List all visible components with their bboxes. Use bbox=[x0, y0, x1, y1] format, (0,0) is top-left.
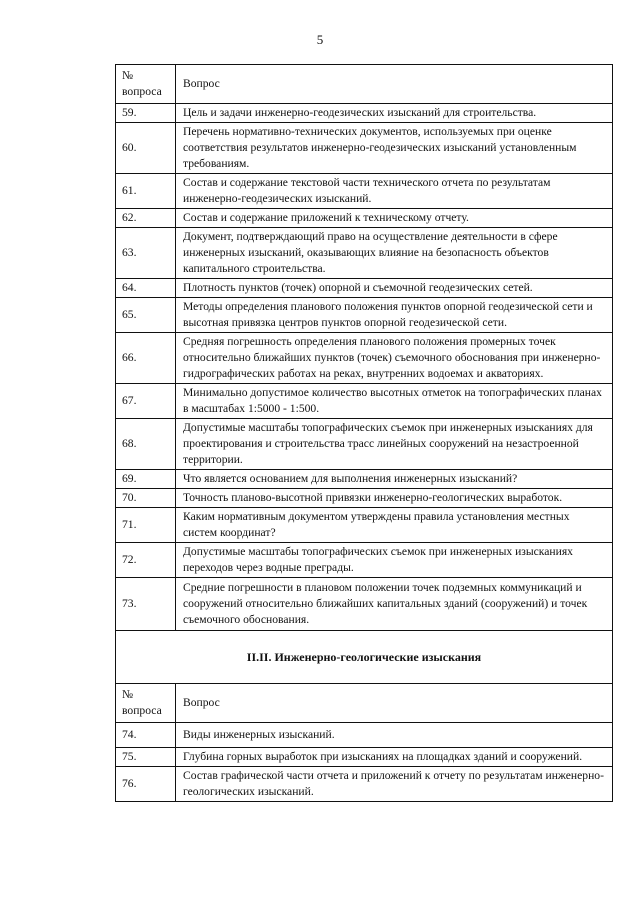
row-text: Методы определения планового положения пунктов опорной геодезической сети и высотная привязка центров пунктов опорной геодезической сети. bbox=[176, 298, 613, 333]
table-row bbox=[116, 123, 613, 174]
table-row bbox=[116, 470, 613, 489]
header-num: № вопроса bbox=[116, 684, 176, 723]
table-row bbox=[116, 578, 613, 631]
row-num: 66. bbox=[116, 333, 176, 384]
row-text: Состав и содержание приложений к техническому отчету. bbox=[176, 209, 613, 228]
row-text: Глубина горных выработок при изысканиях на площадках зданий и сооружений. bbox=[176, 748, 613, 767]
header-question: Вопрос bbox=[176, 684, 613, 723]
row-text: Документ, подтверждающий право на осуществление деятельности в сфере инженерных изысканий, оказывающих влияние на безопасность объектов капитального строительства. bbox=[176, 228, 613, 279]
table-row bbox=[116, 748, 613, 767]
table-row bbox=[116, 723, 613, 748]
row-num: 65. bbox=[116, 298, 176, 333]
questions-table bbox=[115, 64, 613, 802]
table-row bbox=[116, 333, 613, 384]
table-header-row bbox=[116, 684, 613, 723]
row-num: 59. bbox=[116, 104, 176, 123]
row-num: 63. bbox=[116, 228, 176, 279]
row-num: 67. bbox=[116, 384, 176, 419]
table-row bbox=[116, 279, 613, 298]
row-text: Средние погрешности в плановом положении точек подземных коммуникаций и сооружений относительно ближайших капитальных зданий (сооружений) и точек съемочного обоснования. bbox=[176, 578, 613, 631]
row-num: 64. bbox=[116, 279, 176, 298]
row-num: 71. bbox=[116, 508, 176, 543]
section-heading-row bbox=[116, 631, 613, 684]
table-row bbox=[116, 174, 613, 209]
row-text: Перечень нормативно-технических документов, используемых при оценке соответствия результатов инженерно-геодезических изысканий установленным требованиям. bbox=[176, 123, 613, 174]
row-num: 60. bbox=[116, 123, 176, 174]
table-row bbox=[116, 419, 613, 470]
row-text: Минимально допустимое количество высотных отметок на топографических планах в масштабах 1:5000 - 1:500. bbox=[176, 384, 613, 419]
row-num: 73. bbox=[116, 578, 176, 631]
row-text: Средняя погрешность определения планового положения промерных точек относительно ближайших пунктов (точек) съемочного обоснования при инженерно-гидрографических работах на реках, внутренних водоемах и акваториях. bbox=[176, 333, 613, 384]
table-row bbox=[116, 767, 613, 802]
table-header-row bbox=[116, 65, 613, 104]
row-text: Состав графической части отчета и приложений к отчету по результатам инженерно-геологических изысканий. bbox=[176, 767, 613, 802]
row-num: 76. bbox=[116, 767, 176, 802]
table-row bbox=[116, 508, 613, 543]
header-num: № вопроса bbox=[116, 65, 176, 104]
table-row bbox=[116, 209, 613, 228]
header-question: Вопрос bbox=[176, 65, 613, 104]
row-num: 72. bbox=[116, 543, 176, 578]
row-num: 61. bbox=[116, 174, 176, 209]
row-num: 68. bbox=[116, 419, 176, 470]
row-num: 70. bbox=[116, 489, 176, 508]
row-text: Плотность пунктов (точек) опорной и съемочной геодезических сетей. bbox=[176, 279, 613, 298]
page-number: 5 bbox=[316, 32, 324, 47]
table-row bbox=[116, 228, 613, 279]
table-row bbox=[116, 489, 613, 508]
row-text: Состав и содержание текстовой части технического отчета по результатам инженерно-геодезических изысканий. bbox=[176, 174, 613, 209]
row-text: Цель и задачи инженерно-геодезических изысканий для строительства. bbox=[176, 104, 613, 123]
row-num: 62. bbox=[116, 209, 176, 228]
row-text: Каким нормативным документом утверждены правила установления местных систем координат? bbox=[176, 508, 613, 543]
row-text: Допустимые масштабы топографических съемок при инженерных изысканиях переходов через водные преграды. bbox=[176, 543, 613, 578]
table-row bbox=[116, 543, 613, 578]
table-row bbox=[116, 104, 613, 123]
row-text: Допустимые масштабы топографических съемок при инженерных изысканиях для проектирования и строительства трасс линейных сооружений на незастроенной территории. bbox=[176, 419, 613, 470]
row-text: Что является основанием для выполнения инженерных изысканий? bbox=[176, 470, 613, 489]
row-text: Точность планово-высотной привязки инженерно-геологических выработок. bbox=[176, 489, 613, 508]
row-num: 74. bbox=[116, 723, 176, 748]
row-num: 69. bbox=[116, 470, 176, 489]
table-row bbox=[116, 298, 613, 333]
row-text: Виды инженерных изысканий. bbox=[176, 723, 613, 748]
table-row bbox=[116, 384, 613, 419]
section-title: II.II. Инженерно-геологические изыскания bbox=[116, 631, 613, 684]
row-num: 75. bbox=[116, 748, 176, 767]
